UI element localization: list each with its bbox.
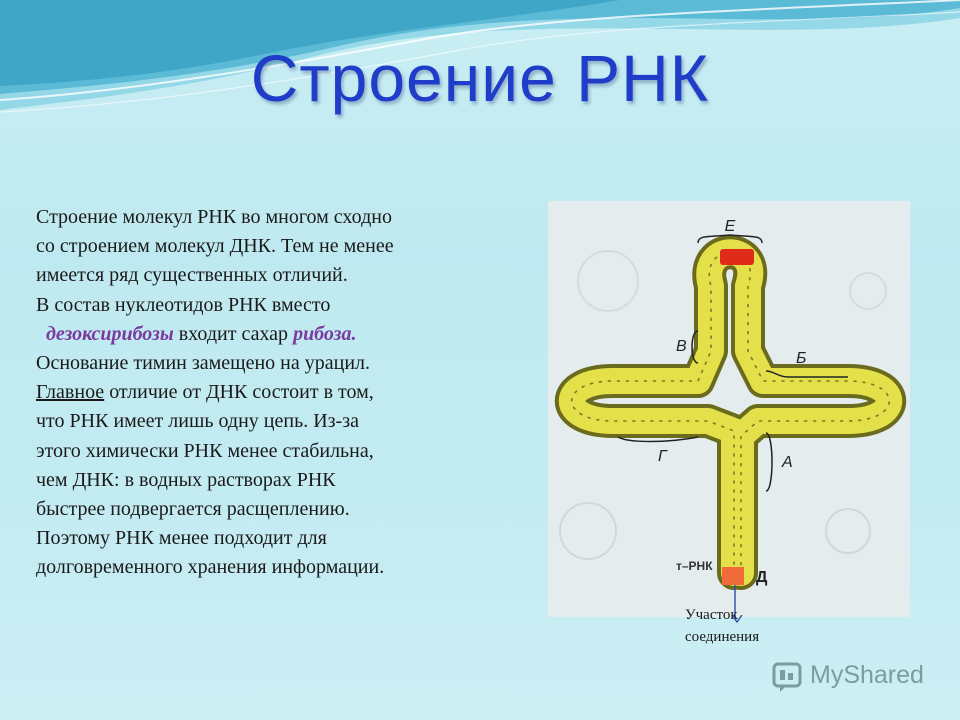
text-line: имеется ряд существенных отличий. — [36, 264, 348, 287]
region-label-g: Г — [658, 448, 667, 465]
junction-caption — [685, 604, 845, 648]
text-line: этого химически РНК менее стабильна, — [36, 439, 374, 462]
trna-cloverleaf-diagram — [548, 201, 910, 617]
text-line: долговременного хранения информации. — [36, 556, 385, 579]
text-line: быстрее подвергается расщеплению. — [36, 498, 350, 521]
slide-title: Строение РНК — [250, 41, 710, 115]
text-line: Поэтому РНК менее подходит для — [36, 527, 327, 550]
accent-ribose: рибоза. — [293, 322, 357, 345]
text-line — [36, 320, 536, 349]
trna-label: т–РНК — [676, 559, 713, 573]
text-line — [36, 378, 536, 407]
accent-deoxyribose: дезоксирибозы — [46, 322, 174, 345]
anticodon-mark — [720, 249, 754, 265]
body-text — [36, 203, 536, 583]
trna-strand — [572, 252, 890, 573]
region-label-d: Д — [756, 569, 768, 586]
text-line: со строением молекул ДНК. Тем не менее — [36, 235, 394, 258]
region-label-v: В — [676, 338, 687, 355]
caption-line: Участок — [685, 607, 738, 623]
region-label-a: А — [782, 454, 793, 471]
underlined-word: Главное — [36, 381, 105, 404]
region-label-e: Е — [724, 218, 736, 235]
caption-line: соединения — [685, 629, 760, 645]
text-line: Основание тимин замещено на урацил. — [36, 352, 371, 375]
text-line: Строение молекул РНК во многом сходно — [36, 206, 392, 228]
text-fragment: отличие от ДНК состоит в том, — [104, 381, 374, 404]
text-line: что РНК имеет лишь одну цепь. Из-за — [36, 410, 359, 433]
trna-figure — [548, 201, 910, 617]
myshared-logo-icon — [770, 660, 804, 694]
text-fragment: входит сахар — [173, 322, 294, 345]
region-label-b: Б — [796, 350, 807, 367]
watermark-text: MyShared — [810, 661, 924, 689]
text-line: В состав нуклеотидов РНК вместо — [36, 293, 331, 316]
junction-block — [722, 567, 744, 585]
text-line: чем ДНК: в водных растворах РНК — [36, 468, 336, 491]
